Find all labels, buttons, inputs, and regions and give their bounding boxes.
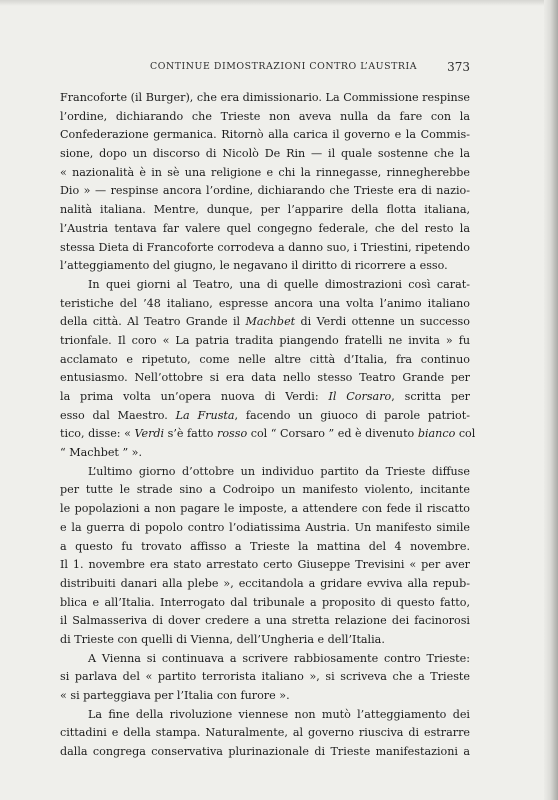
text-line: la prima volta un’opera nuova di Verdi: Il Corsaro, scritta per [60,390,470,403]
text-line: « si parteggiava per l’Italia con furore ». [60,689,290,702]
text-line: esso dal Maestro. La Frusta, facendo un giuoco di parole patriot- [60,408,470,422]
text-line: distribuiti danari alla plebe », eccitandola a gridare evviva alla repub- [60,576,470,590]
page-top-shadow [0,0,558,6]
text-line: della città. Al Teatro Grande il Machbet di Verdi ottenne un successo [60,315,470,329]
text-line: per tutte le strade sino a Codroipo un manifesto violento, incitante [60,483,470,497]
text-line: cittadini e della stampa. Naturalmente, al governo riusciva di estrarre [60,726,470,740]
page-gutter-shadow [544,0,558,800]
text-line: La fine della rivoluzione viennese non mutò l’atteggiamento dei [88,707,470,721]
text-line: l’ordine, dichiarando che Trieste non aveva nulla da fare con la [60,109,470,123]
text-line: “ Machbet ” ». [60,446,143,460]
text-line: In quei giorni al Teatro, una di quelle dimostrazioni così carat- [88,277,470,291]
text-line: nalità italiana. Mentre, dunque, per l’apparire della flotta italiana, [60,203,470,217]
text-line: Dio » — respinse ancora l’ordine, dichiarando che Trieste era di nazio- [60,184,470,198]
text-line: entusiasmo. Nell’ottobre si era data nello stesso Teatro Grande per [60,371,470,385]
text-line: stessa Dieta di Francoforte corrodeva a danno suo, i Triestini, ripetendo [60,240,470,254]
text-line: trionfale. Il coro « La patria tradita piangendo fratelli ne invita » fu [60,333,470,347]
text-line: acclamato e ripetuto, come nelle altre città d’Italia, fra continuo [60,352,470,366]
text-line: A Vienna si continuava a scrivere rabbiosamente contro Trieste: [88,651,470,665]
text-line: il Salmasseriva di dover credere a una stretta relazione dei facinorosi [60,614,470,628]
text-line: « nazionalità è in sè una religione e chi la rinnegasse, rinnegherebbe [60,165,470,179]
text-line: dalla congrega conservativa plurinazionale di Trieste manifestazioni a [60,745,470,759]
page-number: 373 [447,60,470,74]
text-line: L’ultimo giorno d’ottobre un individuo partito da Trieste diffuse [88,464,470,478]
text-line: l’Austria tentava far valere quel congegno federale, che del resto la [60,221,470,235]
body-text [60,89,476,762]
text-line: blica e all’Italia. Interrogato dal tribunale a proposito di questo fatto, [60,595,470,609]
text-line: a questo fu trovato affisso a Trieste la mattina del 4 novembre. [60,539,470,553]
text-line: tico, disse: « Verdi s’è fatto rosso col “ Corsaro ” ed è divenuto bianco col [60,427,476,441]
text-line: teristiche del ’48 italiano, espresse ancora una volta l’animo italiano [60,296,470,310]
text-line: l’atteggiamento del giugno, le negavano il diritto di ricorrere a esso. [60,259,448,273]
text-line: di Trieste con quelli di Vienna, dell’Ungheria e dell’Italia. [60,632,385,646]
text-line: si parlava del « partito terrorista italiano », si scriveva che a Trieste [60,670,470,684]
text-line: sione, dopo un discorso di Nicolò De Rin — il quale sostenne che la [60,147,470,161]
text-line: Confederazione germanica. Ritornò alla carica il governo e la Commis- [60,128,470,142]
page-header [150,61,470,77]
running-title: CONTINUE DIMOSTRAZIONI CONTRO L’AUSTRIA [150,61,418,72]
text-line: e la guerra di popolo contro l’odiatissima Austria. Un manifesto simile [60,520,470,534]
text-line: Il 1. novembre era stato arrestato certo Giuseppe Trevisini « per aver [60,558,470,572]
text-line: Francoforte (il Burger), che era dimissionario. La Commissione respinse [60,91,470,104]
text-line: le popolazioni a non pagare le imposte, a attendere con fede il riscatto [60,502,470,516]
